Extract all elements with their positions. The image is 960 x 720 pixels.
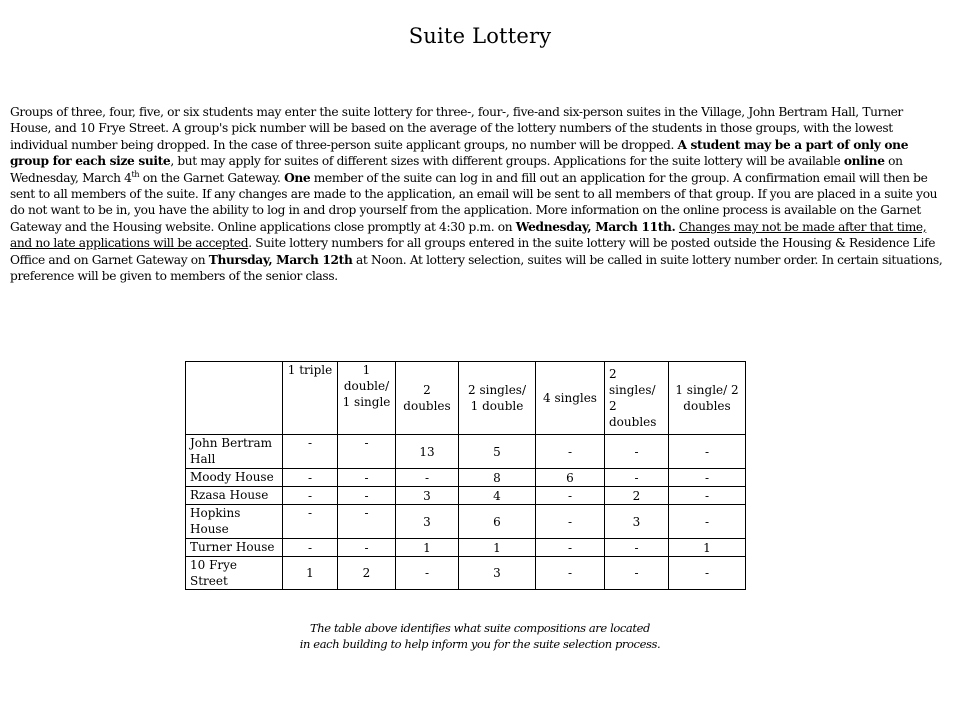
table-cell: 2 — [338, 557, 396, 590]
hall-name-cell: Turner House — [186, 539, 283, 557]
table-cell: - — [605, 435, 669, 469]
intro-bold-text: Thursday, March 12th — [208, 252, 353, 267]
table-cell: 6 — [536, 469, 605, 487]
table-cell: 1 — [283, 557, 338, 590]
table-cell: 1 — [396, 539, 459, 557]
intro-text: . Suite lottery numbers for all groups entered in the suite lottery will be posted outside the Housing & Residence Life Office and on Garnet Gateway on — [10, 236, 936, 267]
intro-text: on the Garnet Gateway. — [139, 170, 285, 185]
table-row — [186, 505, 746, 539]
table-cell: - — [536, 505, 605, 539]
table-cell: - — [283, 469, 338, 487]
table-cell: - — [283, 487, 338, 505]
table-cell: 3 — [396, 505, 459, 539]
table-cell: - — [338, 539, 396, 557]
table-cell: - — [396, 557, 459, 590]
hall-name-cell: Rzasa House — [186, 487, 283, 505]
intro-bold-text: One — [284, 170, 311, 185]
table-header-cell: 2 singles/ 1 double — [459, 362, 536, 435]
table-cell: - — [338, 469, 396, 487]
intro-underlined-text: Changes may not be made after that time, and no late applications will be accepted — [10, 219, 927, 251]
table-cell: 2 — [605, 487, 669, 505]
hall-name-cell: Moody House — [186, 469, 283, 487]
intro-bold-text: online — [843, 154, 885, 169]
table-cell: 8 — [459, 469, 536, 487]
intro-text: at Noon. At lottery selection, suites will be called in suite lottery number order. In certain situations, preference will be given to members of the senior class. — [10, 252, 943, 284]
table-cell: 5 — [459, 435, 536, 469]
caption-line: in each building to help inform you for the suite selection process. — [299, 637, 661, 651]
intro-text: on Wednesday, March 4 — [10, 154, 903, 185]
table-cell: - — [536, 539, 605, 557]
table-cell: - — [669, 487, 746, 505]
table-header-cell: 1 double/ 1 single — [338, 362, 396, 435]
intro-text: member of the suite can log in and fill out an application for the group. A confirmation email will then be sent to all members of the suite. If any changes are made to the application, an email will be sent to all members of that group. If you are placed in a suite you do not want to be in, you have the ability to log in and drop yourself from the application. More information on the online process is available on the Garnet Gateway and the Housing website. Online applications close promptly at 4:30 p.m. on — [10, 170, 938, 234]
table-cell: - — [536, 487, 605, 505]
table-header-cell: 2 doubles — [396, 362, 459, 435]
table-cell: - — [605, 469, 669, 487]
hall-name-cell: John Bertram Hall — [186, 435, 283, 469]
table-cell: - — [669, 505, 746, 539]
table-cell: - — [396, 469, 459, 487]
table-cell: 13 — [396, 435, 459, 469]
table-cell: - — [605, 539, 669, 557]
table-cell: - — [605, 557, 669, 590]
hall-name-cell: Hopkins House — [186, 505, 283, 539]
table-cell: 3 — [459, 557, 536, 590]
table-row — [186, 487, 746, 505]
table-cell: - — [669, 557, 746, 590]
table-cell: - — [536, 435, 605, 469]
intro-text: , but may apply for suites of different sizes with different groups. Applications for the suite lottery will be available — [170, 154, 844, 169]
table-cell: - — [283, 539, 338, 557]
table-header-cell: 4 singles — [536, 362, 605, 435]
table-row — [186, 539, 746, 557]
table-cell: - — [338, 435, 396, 469]
table-cell: - — [536, 557, 605, 590]
table-cell: 1 — [669, 539, 746, 557]
table-row — [186, 435, 746, 469]
table-cell: 1 — [459, 539, 536, 557]
hall-name-cell: 10 Frye Street — [186, 557, 283, 590]
intro-bold-text: A student may be a part of only one group for each size suite — [10, 137, 909, 169]
table-cell: - — [338, 487, 396, 505]
intro-paragraph — [10, 104, 945, 284]
intro-superscript: th — [131, 169, 140, 179]
table-caption — [0, 620, 960, 652]
table-header-row — [186, 362, 746, 435]
table-header-cell: 1 triple — [283, 362, 338, 435]
table-row — [186, 469, 746, 487]
caption-line: The table above identifies what suite compositions are located — [310, 621, 650, 635]
intro-bold-text: Wednesday, March 11th. — [515, 219, 676, 234]
table-header-cell — [186, 362, 283, 435]
table-cell: - — [669, 469, 746, 487]
suite-composition-table — [185, 361, 746, 590]
table-cell: - — [338, 505, 396, 539]
table-cell: 3 — [605, 505, 669, 539]
table-cell: 4 — [459, 487, 536, 505]
table-cell: 6 — [459, 505, 536, 539]
table-cell: - — [669, 435, 746, 469]
table-cell: - — [283, 505, 338, 539]
table-header-cell: 1 single/ 2 doubles — [669, 362, 746, 435]
table-cell: 3 — [396, 487, 459, 505]
table-row — [186, 557, 746, 590]
table-cell: - — [283, 435, 338, 469]
table-header-cell: 2 singles/ 2 doubles — [605, 362, 669, 435]
page-title: Suite Lottery — [408, 24, 552, 48]
intro-text: Groups of three, four, five, or six students may enter the suite lottery for three-, four-, five-and six-person suites in the Village, John Bertram Hall, Turner House, and 10 Frye Street. A group's pick number will be based on the average of the lottery numbers of the students in those groups, with the lowest individual number being dropped. In the case of three-person suite applicant groups, no number will be dropped. — [10, 105, 903, 152]
